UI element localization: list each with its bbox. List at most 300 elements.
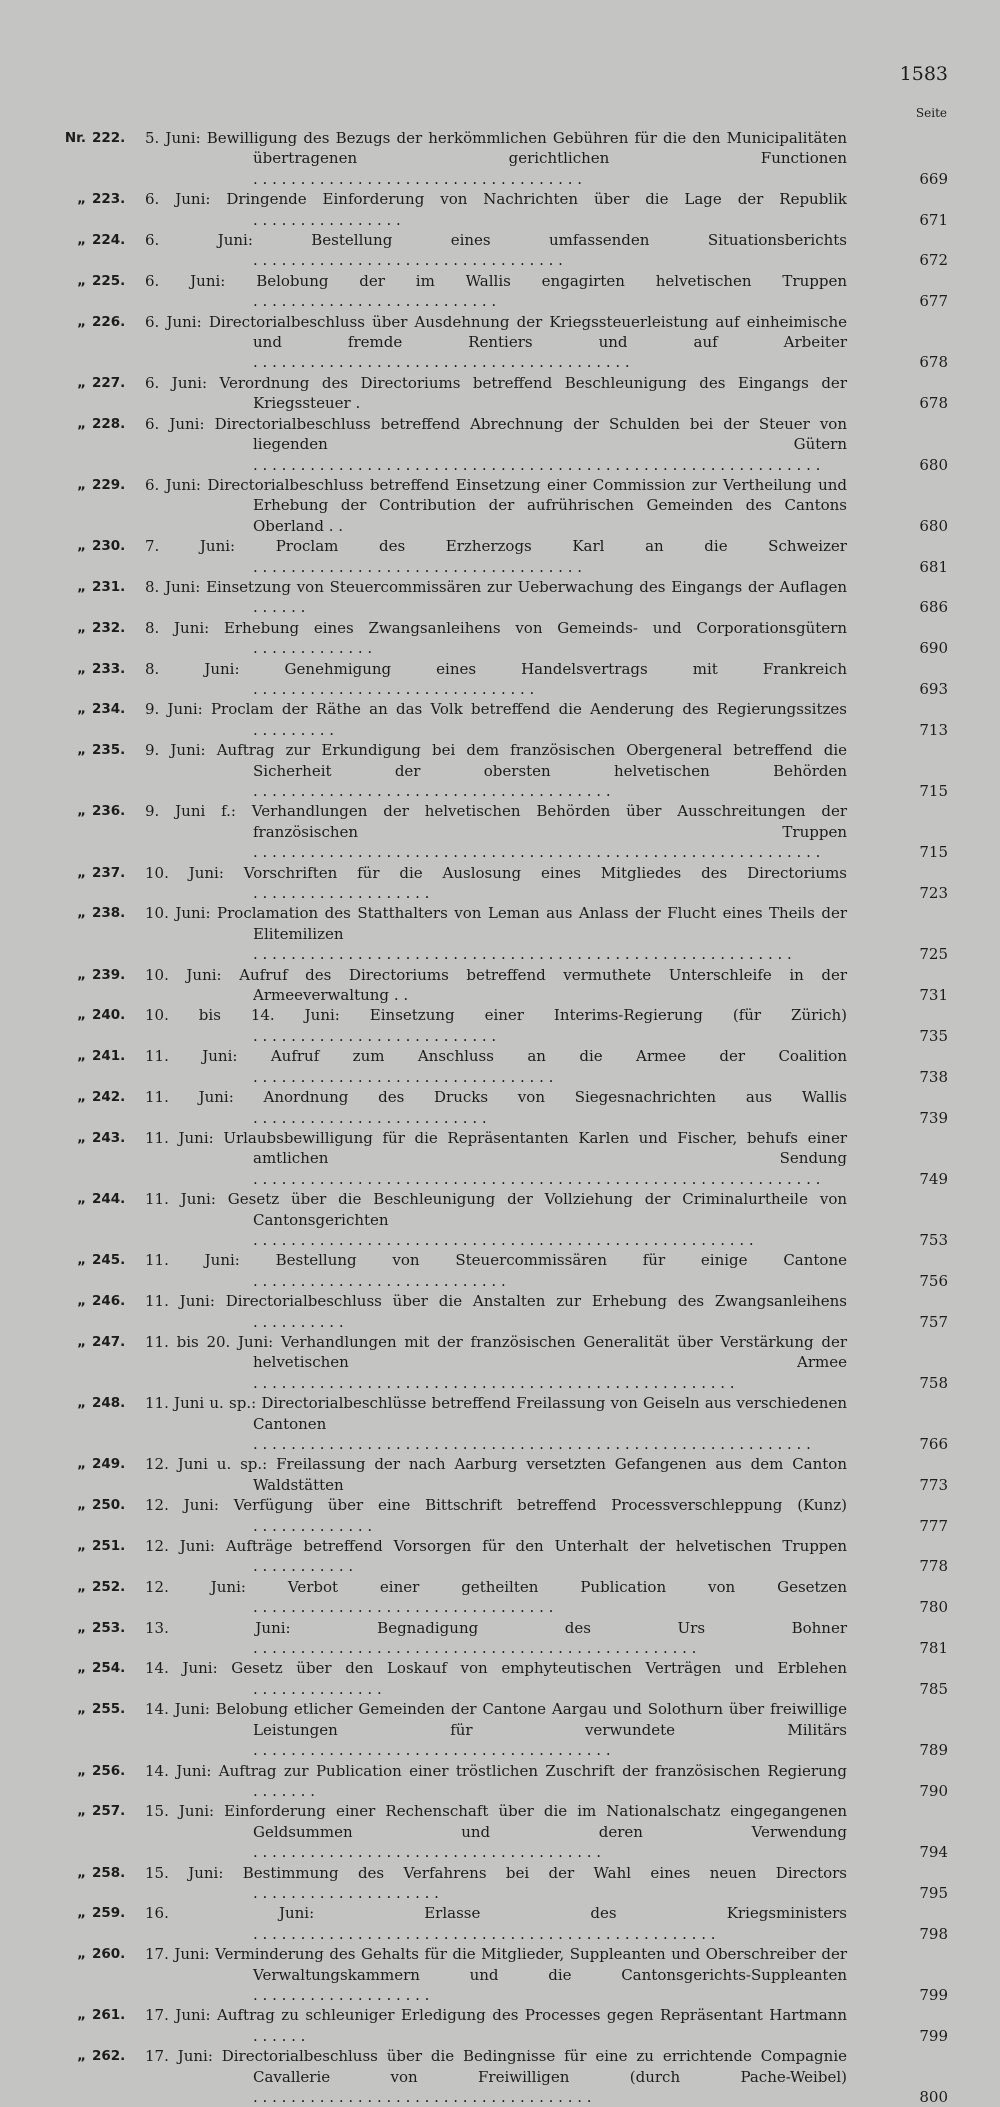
entry-page: 677 [906,291,948,311]
entry-date: 8. Juni: [145,659,285,678]
dot-leader: . . . . . . . . . . . . . . . . . . . . . . . . . . . . . . . . . . . [253,169,582,188]
entry-title: Proclam des Erzherzogs Karl an die Schweizer [275,537,847,556]
entry-number-prefix: „ [77,1129,86,1146]
entry-body [145,659,895,700]
dot-leader: . . . . . . . . . . . . . . . . . . . . . . . . . . . . . . . . . . . . . . . . . . . . . . . . . . . . . . . . . . . . [253,455,821,474]
entry-number-prefix: „ [77,191,86,208]
table-of-contents [0,128,1000,2107]
entry-page: 693 [906,679,948,699]
toc-entry [0,801,1000,862]
entry-number-value: 228. [92,415,126,432]
entry-title: Einsetzung einer Interims-Regierung (für Zürich) [369,1006,847,1025]
entry-body [145,2005,895,2046]
entry-number-value: 257. [92,1803,126,1820]
entry-page: 795 [906,1883,948,1903]
entry-title: Directorialbeschlüsse betreffend Freilassung von Geiseln aus verschiedenen Cantonen [253,1394,847,1433]
entry-number-value: 225. [92,272,126,289]
entry-number-value: 251. [92,1538,126,1555]
entry-number-value: 239. [92,966,126,983]
dot-leader: . . . . . . . . . . . . . . . . . . . . . . . . . . . . . . . . . . . . . [253,1843,602,1862]
entry-number [58,1495,140,1515]
entry-number-prefix: „ [77,1538,86,1555]
entry-body [145,1250,895,1291]
toc-entry [0,271,1000,312]
toc-entry [0,1250,1000,1291]
entry-number-value: 242. [92,1089,126,1106]
entry-number-value: 253. [92,1619,126,1636]
entry-number [58,1005,140,1025]
dot-leader: . . . . . . . . . . . . . . . . . . . . . . . . . . . . . . . . . . . . . . [253,782,611,800]
toc-entry [0,2046,1000,2107]
entry-number-value: 252. [92,1578,126,1595]
entry-number [58,801,140,821]
dot-leader: . . . . . . . . . . . . . . . . . . . . . . . . . . . . . . . . [253,1598,554,1617]
entry-page: 723 [906,883,948,903]
entry-date: 7. Juni: [145,537,276,556]
entry-date: 6. Juni: [145,414,215,433]
dot-leader: . . . . . . . . . . . . . . . . . . . . . . . . . . . . . . . . [253,1067,554,1086]
entry-number-prefix: „ [77,1333,86,1350]
entry-number-prefix: „ [77,1456,86,1473]
toc-entry [0,699,1000,740]
dot-leader: . . . . . . . . . . . . . . [253,1679,382,1698]
entry-body [145,1128,895,1189]
entry-date: 10. bis 14. Juni: [145,1006,370,1025]
entry-number-prefix: „ [77,232,86,249]
entry-number-value: 223. [92,191,126,208]
entry-title: Auftrag zu schleuniger Erledigung des Processes gegen Repräsentant Hartmann [217,2006,847,2025]
toc-entry [0,1658,1000,1699]
seite-column-label: Seite [915,106,947,120]
entry-number-value: 236. [92,803,126,820]
dot-leader: . . . . . . . . . . . . . . . . . . . [253,1985,430,2004]
entry-title: Belobung etlicher Gemeinden der Cantone Aargau und Solothurn über freiwillige Leistungen für verwundete Militärs [215,1700,848,1739]
entry-number-prefix: „ [77,538,86,555]
dot-leader: . . . . . . . . . . . . . . . . . . . . . . . . . . . . . . . . . . . . . . . . . . . . . . . . . . . [253,1373,735,1392]
entry-number-value: 226. [92,313,126,330]
entry-page: 800 [906,2087,948,2107]
entry-number-value: 237. [92,864,126,881]
toc-entry [0,1577,1000,1618]
dot-leader: . . . . . . . . . . . . . . . . . . . . . . . . . . . . . . . . . . . . . . . . . . . . . . . . . . . . . [253,1230,754,1249]
entry-date: 11. Juni: [145,1088,264,1107]
entry-date: 14. Juni: [145,1761,219,1780]
entry-page: 678 [906,352,948,372]
entry-body [145,740,895,801]
entry-date: 15. Juni: [145,1802,225,1821]
entry-title: Bestellung eines umfassenden Situationsberichts [311,231,847,250]
entry-number-value: 230. [92,538,126,555]
entry-number-value: 249. [92,1456,126,1473]
entry-number-prefix: „ [77,2048,86,2065]
entry-body [145,414,895,475]
entry-number [58,618,140,638]
entry-number [58,699,140,719]
entry-number [58,271,140,291]
entry-page: 799 [906,1985,948,2005]
dot-leader: . . . . . . . . . . . . . . . . . . . . . . . . . . . [253,1271,506,1290]
entry-page: 739 [906,1108,948,1128]
entry-date: 5. Juni: [145,129,207,147]
entry-number [58,373,140,393]
entry-number-prefix: „ [77,864,86,881]
toc-entry [0,965,1000,1006]
entry-date: 8. Juni: [145,577,207,596]
entry-date: 17. Juni: [145,1945,216,1964]
entry-date: 6. Juni: [145,231,312,250]
entry-number [58,1944,140,1964]
entry-title: Dringende Einforderung von Nachrichten über die Lage der Republik [226,190,847,209]
entry-title: Begnadigung des Urs Bohner [377,1618,847,1637]
entry-number [58,414,140,434]
dot-leader: . . . . . . . . . . . . . . . . . . . . . . . . . . . . . . . . . . . . . . . . . . . . . . . . . . . . . . . . . . . [253,1435,811,1453]
entry-number-value: 247. [92,1333,126,1350]
dot-leader: . . . . . . . . . . . . . . . . . . . . . . . . . . . . . . . . . . . . . . . . . . . . . . . . . . . . . . . . . . . . [253,1169,821,1188]
toc-entry [0,1863,1000,1904]
entry-date: 11. Juni: [145,1128,224,1147]
dot-leader: . . . . . . . . . . . . . . . . . . . . . . . . . . . . . . . . . . . [253,557,582,576]
entry-body [145,1903,895,1944]
entry-body [145,1577,895,1618]
entry-date: 12. Juni u. sp.: [145,1455,277,1474]
entry-body [145,1189,895,1250]
entry-date: 12. Juni: [145,1577,288,1596]
entry-body [145,1944,895,2005]
entry-number-prefix: „ [77,1905,86,1922]
entry-title: Auftrag zur Publication einer tröstlichen Zuschrift der französischen Regierung [218,1761,847,1780]
entry-page: 773 [906,1475,948,1495]
toc-entry [0,1087,1000,1128]
entry-number-prefix: „ [77,1293,86,1310]
entry-number-prefix: „ [77,578,86,595]
entry-number [58,1393,140,1413]
dot-leader: . . [323,516,344,535]
entry-page: 799 [906,2026,948,2046]
dot-leader: . . . . . . . . . . . . . . . . . . . . . . . . . . . . . . . . . . . . . . . . . . . . . . . [253,1639,697,1658]
entry-number [58,903,140,923]
entry-page: 669 [906,169,948,189]
entry-number [58,1577,140,1597]
entry-body [145,2046,895,2107]
entry-title: Erhebung eines Zwangsanleihens von Gemeinds- und Corporationsgütern [223,618,847,637]
entry-number [58,1189,140,1209]
dot-leader: . . . . . . . . . . . . . . . . . . . . . . . . . [253,1108,487,1127]
entry-number-value: 259. [92,1905,126,1922]
entry-date: 6. Juni: [145,190,227,209]
entry-title: Aufträge betreffend Vorsorgen für den Unterhalt der helvetischen Truppen [225,1537,847,1556]
dot-leader: . . [389,986,409,1005]
entry-date: 9. Juni f.: [145,802,252,821]
entry-number [58,1087,140,1107]
toc-entry [0,863,1000,904]
toc-entry [0,659,1000,700]
entry-body [145,1291,895,1332]
entry-body [145,189,895,230]
entry-page: 766 [906,1434,948,1454]
entry-title: Urlaubsbewilligung für die Repräsentanten Karlen und Fischer, behufs einer amtlichen Sendung [223,1128,848,1168]
entry-date: 11. Juni u. sp.: [145,1394,262,1413]
entry-title: Proclam der Räthe an das Volk betreffend die Aenderung des Regierungssitzes [210,700,847,719]
entry-title: Freilassung der nach Aarburg versetzten Gefangenen aus dem Canton Waldstätten [253,1455,847,1494]
entry-number-prefix: „ [77,701,86,718]
entry-number-value: 250. [92,1497,126,1514]
toc-entry [0,1189,1000,1250]
toc-entry [0,903,1000,964]
toc-entry [0,1618,1000,1659]
entry-number-value: 224. [92,232,126,249]
toc-entry [0,230,1000,271]
dot-leader: . . . . . . . . . . . . . [253,1516,373,1535]
dot-leader: . . . . . . . . . . . . . . . . . . . . . . . . . . . . . . . . . . . . . . . . . . . . . . . . . [253,1924,716,1943]
entry-date: 12. Juni: [145,1496,234,1515]
toc-entry [0,1291,1000,1332]
entry-body [145,699,895,740]
entry-body [145,1393,895,1454]
dot-leader: . . . . . . . . . . . . . . . . . . . . . . . . . . [253,1026,497,1045]
entry-number-value: 235. [92,742,126,759]
entry-number-prefix: „ [77,905,86,922]
entry-number [58,128,140,148]
toc-entry [0,1944,1000,2005]
entry-title: Verordnung des Directoriums betreffend Beschleunigung des Eingangs der Kriegssteuer [219,373,847,413]
dot-leader: . . . . . . . . . . . . . . . . . . . . . . . . . . . . . . . . . . . . [253,2088,592,2106]
entry-number-prefix: „ [77,742,86,759]
toc-entry [0,1005,1000,1046]
toc-entry [0,128,1000,189]
dot-leader: . . . . . . . . . . . . . . . . . . . . . . . . . . [253,292,497,311]
toc-entry [0,1046,1000,1087]
toc-entry [0,373,1000,414]
entry-date: 11. Juni: [145,1190,228,1209]
entry-body [145,1087,895,1128]
entry-page: 686 [906,597,948,617]
entry-number [58,2005,140,2025]
entry-number-value: 261. [92,2007,126,2024]
entry-title: Aufruf zum Anschluss an die Armee der Coalition [270,1047,847,1066]
entry-date: 17. Juni: [145,2047,222,2066]
entry-title: Genehmigung eines Handelsvertrags mit Frankreich [284,659,847,678]
entry-number [58,189,140,209]
entry-page: 681 [906,557,948,577]
toc-entry [0,1332,1000,1393]
dot-leader: . . . . . . . . . . . . . . . . . . . . . . . . . . . . . . . . . . . . . . [253,1741,611,1760]
entry-number [58,863,140,883]
entry-title: Verhandlungen mit der französischen Generalität über Verstärkung der helvetischen Armee [253,1332,847,1372]
entry-number-prefix: „ [77,1497,86,1514]
entry-number-value: 234. [92,701,126,718]
entry-page: 798 [906,1924,948,1944]
entry-body [145,863,895,904]
entry-number-prefix: „ [77,1660,86,1677]
entry-body [145,230,895,271]
entry-date: 14. Juni: [145,1659,232,1678]
entry-number-prefix: „ [77,1089,86,1106]
toc-entry [0,1761,1000,1802]
entry-title: Verbot einer getheilten Publication von Gesetzen [287,1577,847,1596]
dot-leader: . . . . . . . . . . . . . . . . . . . . . . . . . . . . . . . . . [253,251,563,270]
dot-leader: . . . . . . . . . . . . . . . . [253,210,401,229]
entry-title: Directorialbeschluss über die Bedingnisse für eine zu errichtende Compagnie Cavallerie von Freiwilligen (durch Pache-Weibel) [221,2047,847,2086]
entry-date: 10. Juni: [145,863,244,882]
entry-body [145,1332,895,1393]
entry-page: 789 [906,1740,948,1760]
entry-number-prefix: „ [77,476,86,493]
entry-page: 731 [906,985,948,1005]
entry-title: Bestellung von Steuercommissären für einige Cantone [275,1251,847,1270]
entry-date: 11. Juni: [145,1047,271,1066]
toc-entry [0,189,1000,230]
entry-date: 13. Juni: [145,1618,378,1637]
entry-number-value: 238. [92,905,126,922]
dot-leader: . . . . . . . . . . [253,1312,344,1331]
entry-page: 777 [906,1516,948,1536]
entry-date: 6. Juni: [145,312,209,331]
entry-body [145,1761,895,1802]
entry-title: Bestimmung des Verfahrens bei der Wahl eines neuen Directors [242,1863,848,1882]
entry-number-value: 258. [92,1864,126,1881]
entry-title: Verhandlungen der helvetischen Behörden über Ausschreitungen der französischen Truppen [251,802,847,841]
entry-number [58,1761,140,1781]
entry-title: Proclamation des Statthalters von Leman aus Anlass der Flucht eines Theils der Elitemilizen [217,904,847,943]
entry-title: Directorialbeschluss betreffend Abrechnung der Schulden bei der Steuer von liegenden Gütern [214,414,847,454]
dot-leader: . . . . . . . . . . . . . . . . . . . . . . . . . . . . . . . . . . . . . . . . [253,353,630,372]
entry-number-prefix: „ [77,1701,86,1718]
entry-number-prefix: „ [77,272,86,289]
entry-number [58,1618,140,1638]
entry-page: 671 [906,210,948,230]
entry-body [145,373,895,414]
entry-title: Erlasse des Kriegsministers [424,1904,847,1923]
toc-entry [0,2005,1000,2046]
toc-entry [0,1699,1000,1760]
entry-title: Directorialbeschluss betreffend Einsetzung einer Commission zur Vertheilung und Erhebung der Contribution der aufrührischen Gemeinden des Cantons Oberland [207,475,847,535]
entry-number [58,1291,140,1311]
entry-number-prefix: „ [77,660,86,677]
entry-number-prefix: „ [77,1395,86,1412]
entry-date: 6. Juni: [145,373,220,392]
toc-entry [0,1495,1000,1536]
dot-leader: . . . . . . . . . . . . . . . . . . . . . . . . . . . . . . [253,679,535,698]
toc-entry [0,1128,1000,1189]
entry-date: 11. Juni: [145,1251,276,1270]
entry-page: 715 [906,781,948,801]
entry-number-value: 246. [92,1293,126,1310]
entry-number-value: 262. [92,2048,126,2065]
entry-number-value: 255. [92,1701,126,1718]
entry-number [58,2046,140,2066]
entry-body [145,1536,895,1577]
entry-body [145,1454,895,1495]
toc-entry [0,1393,1000,1454]
toc-entry [0,577,1000,618]
entry-number-value: 260. [92,1946,126,1963]
entry-page: 753 [906,1230,948,1250]
entry-body [145,618,895,659]
entry-page: 690 [906,638,948,658]
entry-body [145,1618,895,1659]
entry-title: Verfügung über eine Bittschrift betreffend Processverschleppung (Kunz) [233,1496,848,1515]
entry-date: 15. Juni: [145,1863,243,1882]
entry-number [58,1903,140,1923]
entry-number-prefix: „ [77,1007,86,1024]
dot-leader: . . . . . . . . . . . [253,1557,354,1576]
entry-number-prefix: „ [77,1578,86,1595]
entry-date: 17. Juni: [145,2006,218,2025]
entry-body [145,1801,895,1862]
dot-leader: . . . . . . . . . [253,720,335,739]
entry-page: 738 [906,1067,948,1087]
entry-number-prefix: „ [77,1191,86,1208]
entry-title: Gesetz über die Beschleunigung der Vollziehung der Criminalurtheile von Cantonsgerichten [227,1190,848,1229]
entry-body [145,1658,895,1699]
entry-number-prefix: „ [77,619,86,636]
entry-page: 785 [906,1679,948,1699]
entry-date: 11. bis 20. Juni: [145,1332,281,1351]
entry-number-prefix: Nr. [64,130,86,146]
entry-page: 781 [906,1638,948,1658]
toc-entry [0,414,1000,475]
toc-entry [0,536,1000,577]
entry-number [58,1658,140,1678]
entry-number [58,1046,140,1066]
entry-number-value: 232. [92,619,126,636]
entry-date: 6. Juni: [145,475,208,494]
entry-body [145,475,895,536]
entry-number-value: 222. [92,130,126,146]
toc-entry [0,312,1000,373]
entry-date: 9. Juni: [145,741,217,760]
entry-body [145,801,895,862]
entry-number-prefix: „ [77,374,86,391]
entry-title: Auftrag zur Erkundigung bei dem französischen Obergeneral betreffend die Sicherheit der obersten helvetischen Behörden [216,741,847,780]
entry-title: Einsetzung von Steuercommissären zur Ueberwachung des Eingangs der Auflagen [206,577,847,596]
entry-number-prefix: „ [77,1864,86,1881]
entry-number-prefix: „ [77,1048,86,1065]
entry-number-value: 229. [92,476,126,493]
entry-body [145,1046,895,1087]
entry-date: 10. Juni: [145,904,218,923]
entry-number-value: 244. [92,1191,126,1208]
entry-number [58,1536,140,1556]
dot-leader: . . . . . . . . . . . . . . . . . . . . . . . . . . . . . . . . . . . . . . . . . . . . . . . . . . . . . . . . . [253,945,792,964]
entry-number [58,1801,140,1821]
entry-title: Bewilligung des Bezugs der herkömmlichen Gebühren für die den Municipalitäten übertragenen gerichtlichen Functionen [206,129,847,168]
entry-number [58,312,140,332]
dot-leader: . . . . . . [253,598,306,617]
entry-number [58,1250,140,1270]
entry-date: 16. Juni: [145,1904,425,1923]
entry-title: Gesetz über den Loskauf von emphyteutischen Verträgen und Erblehen [231,1659,848,1678]
entry-number [58,1699,140,1719]
entry-page: 758 [906,1373,948,1393]
entry-date: 10. Juni: [145,965,240,984]
entry-number-value: 245. [92,1252,126,1269]
entry-title: Einforderung einer Rechenschaft über die im Nationalschatz eingegangenen Geldsummen und deren Verwendung [224,1802,848,1841]
toc-entry [0,475,1000,536]
entry-date: 9. Juni: [145,700,211,719]
toc-entry [0,740,1000,801]
entry-number-prefix: „ [77,1803,86,1820]
entry-page: 778 [906,1556,948,1576]
dot-leader: . . . . . . [253,2026,306,2045]
dot-leader: . . . . . . . . . . . . . [253,639,373,658]
entry-title: Verminderung des Gehalts für die Mitglieder, Suppleanten und Oberschreiber der Verwaltungskammern und die Cantonsgerichts-Suppleanten [215,1945,847,1984]
entry-body [145,128,895,189]
toc-entry [0,1536,1000,1577]
entry-date: 11. Juni: [145,1292,226,1311]
entry-title: Directorialbeschluss über Ausdehnung der Kriegssteuerleistung auf einheimische und fremde Rentiers und auf Arbeiter [208,312,847,352]
entry-date: 12. Juni: [145,1537,226,1556]
